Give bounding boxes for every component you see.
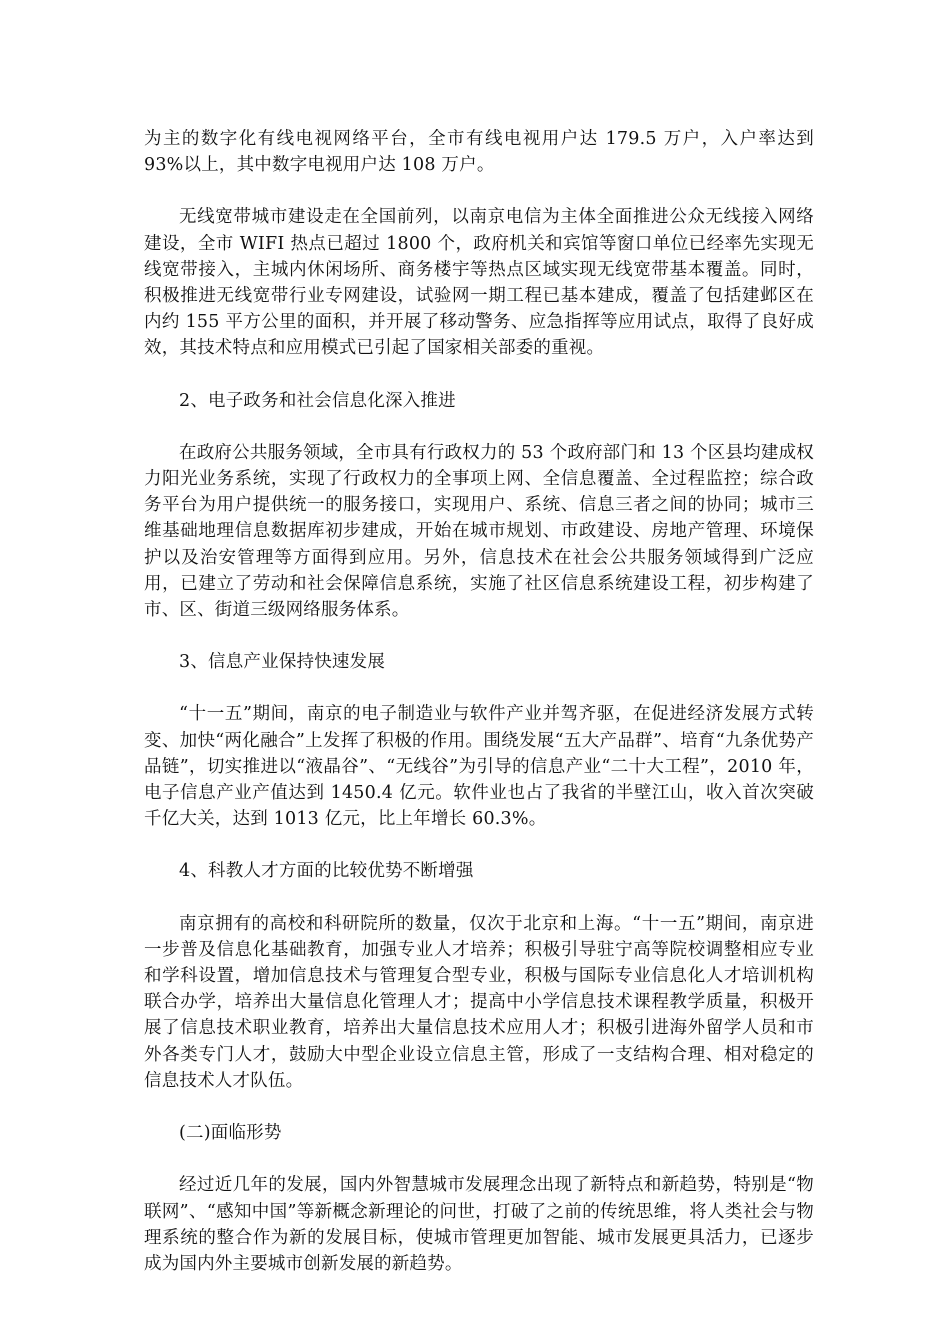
section-heading-info-industry: 3、信息产业保持快速发展 [179,652,386,673]
paragraph-smart-city-trends: 经过近几年的发展，国内外智慧城市发展理念出现了新特点和新趋势，特别是“物联网”、“感知中国”等新概念新理论的问世，打破了之前的传统思维，将人类社会与物理系统的整合作为新的发展目标，使城市管理更加智能、城市发展更具活力，已逐步成为国内外主要城市创新发展的新趋势。 [144,1175,814,1274]
document-page [144,126,814,1303]
paragraph-universities: 南京拥有的高校和科研院所的数量，仅次于北京和上海。“十一五”期间，南京进一步普及信息化基础教育，加强专业人才培养；积极引导驻宁高等院校调整相应专业和学科设置，增加信息技术与管理复合型专业，积极与国际专业信息化人才培训机构联合办学，培养出大量信息化管理人才；提高中小学信息技术课程教学质量，积极开展了信息技术职业教育，培养出大量信息技术应用人才；积极引进海外留学人员和市外各类专门人才，鼓励大中型企业设立信息主管，形成了一支结构合理、相对稳定的信息技术人才队伍。 [144,913,814,1091]
paragraph-eleventh-five-year: “十一五”期间，南京的电子制造业与软件产业并驾齐驱，在促进经济发展方式转变、加快“两化融合”上发挥了积极的作用。围绕发展“五大产品群”、培育“九条优势产品链”，切实推进以“液晶谷”、“无线谷”为引导的信息产业“二十大工程”，2010 年，电子信息产业产值达到 1450.4 亿元。软件业也占了我省的半壁江山，收入首次突破千亿大关，达到 1013 亿元，比上年增长 60.3%。 [144,704,814,830]
section-heading-egov: 2、电子政务和社会信息化深入推进 [179,390,456,411]
section-heading-talent: 4、科教人才方面的比较优势不断增强 [179,861,474,882]
section-heading-situation: (二)面临形势 [179,1123,282,1144]
paragraph-wireless-broadband: 无线宽带城市建设走在全国前列，以南京电信为主体全面推进公众无线接入网络建设，全市 WIFI 热点已超过 1800 个，政府机关和宾馆等窗口单位已经率先实现无线宽带接入，主城内休闲场所、商务楼宇等热点区域实现无线宽带基本覆盖。同时，积极推进无线宽带行业专网建设，试验网一期工程已基本建成，覆盖了包括建邺区在内约 155 平方公里的面积，并开展了移动警务、应急指挥等应用试点，取得了良好成效，其技术特点和应用模式已引起了国家相关部委的重视。 [144,207,814,359]
paragraph-public-service: 在政府公共服务领域，全市具有行政权力的 53 个政府部门和 13 个区县均建成权力阳光业务系统，实现了行政权力的全事项上网、全信息覆盖、全过程监控；综合政务平台为用户提供统一的服务接口，实现用户、系统、信息三者之间的协同；城市三维基础地理信息数据库初步建成，开始在城市规划、市政建设、房地产管理、环境保护以及治安管理等方面得到应用。另外，信息技术在社会公共服务领域得到广泛应用，已建立了劳动和社会保障信息系统，实施了社区信息系统建设工程，初步构建了市、区、街道三级网络服务体系。 [144,442,814,621]
paragraph-cable-tv: 为主的数字化有线电视网络平台，全市有线电视用户达 179.5 万户，入户率达到 93%以上，其中数字电视用户达 108 万户。 [144,129,814,176]
